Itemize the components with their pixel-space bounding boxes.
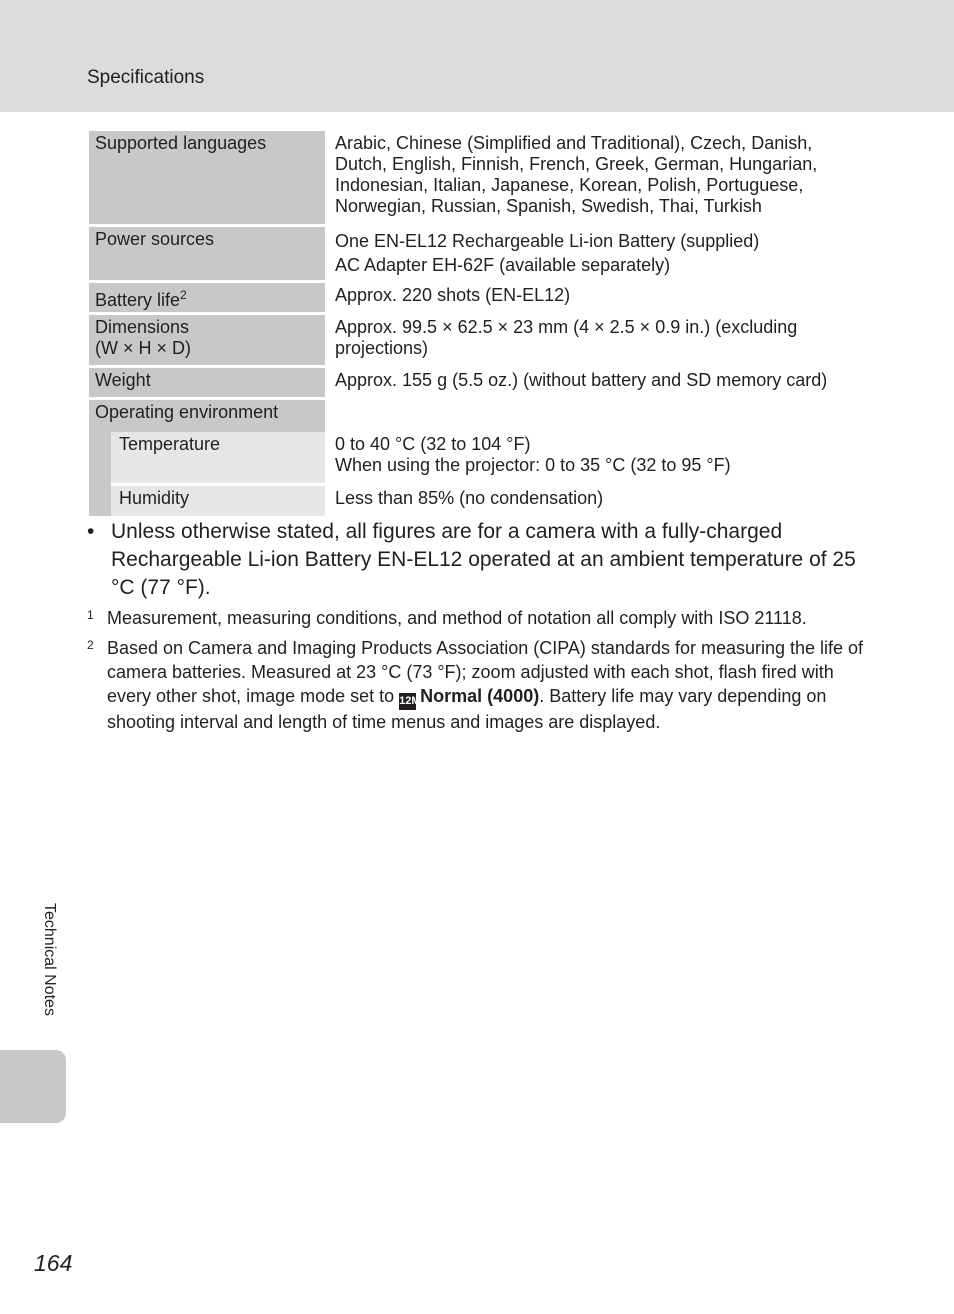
bullet-note: • Unless otherwise stated, all figures are for a camera with a fully-charged Rechargeable Li-ion Battery EN-EL12 operated at an ambient temperature of 25 °C (77 °F). <box>87 518 867 602</box>
section-title: Specifications <box>87 67 205 88</box>
spec-value <box>325 400 869 432</box>
spec-value: Approx. 155 g (5.5 oz.) (without battery and SD memory card) <box>335 370 828 390</box>
spec-row-dimensions <box>89 315 869 365</box>
spec-row-temperature <box>89 432 869 486</box>
side-section-label: Technical Notes <box>41 903 58 1016</box>
page-header <box>0 0 954 112</box>
spec-value: Less than 85% (no condensation) <box>335 488 604 508</box>
spec-row-weight <box>89 368 869 397</box>
specifications-table <box>89 131 869 519</box>
spec-row-power-sources <box>89 227 869 280</box>
footnote-1: 1 Measurement, measuring conditions, and method of notation all comply with ISO 21118. <box>87 608 807 628</box>
spec-value: Approx. 99.5 × 62.5 × 23 mm (4 × 2.5 × 0.9 in.) (excluding projections) <box>335 317 798 358</box>
notes-section <box>87 518 867 740</box>
spec-label: Operating environment <box>89 400 325 432</box>
footnote-ref: 2 <box>180 288 187 302</box>
side-tab <box>0 1050 66 1123</box>
spec-row-operating-environment <box>89 400 869 432</box>
spec-value: 0 to 40 °C (32 to 104 °F) When using the projector: 0 to 35 °C (32 to 95 °F) <box>335 434 731 475</box>
spec-value: Arabic, Chinese (Simplified and Traditional), Czech, Danish, Dutch, English, Finnish, French, Greek, German, Hungarian, Indonesian, Italian, Japanese, Korean, Polish, Portuguese, Norwegian, Russian, Spanish, Swedish, Thai, Turkish <box>335 133 818 216</box>
spec-sublabel: Temperature <box>111 432 325 483</box>
spec-row-humidity <box>89 486 869 516</box>
spec-label: Supported languages <box>89 131 325 224</box>
spec-label: Battery life$^2$ <box>89 283 325 312</box>
spec-label: Power sources <box>89 227 325 280</box>
footnote-number: 2 <box>87 638 94 652</box>
page-number: 164 <box>34 1250 73 1276</box>
bullet-icon: • <box>87 520 95 543</box>
spec-row-supported-languages <box>89 131 869 224</box>
spec-value: One EN-EL12 Rechargeable Li-ion Battery (supplied) AC Adapter EH-62F (available separately) <box>335 231 760 275</box>
spec-row-battery-life <box>89 283 869 312</box>
spec-value: Approx. 220 shots (EN-EL12) <box>335 285 571 305</box>
spec-sublabel: Humidity <box>111 486 325 516</box>
image-mode-icon: 12M <box>399 693 416 710</box>
spec-label: Dimensions (W × H × D) <box>89 315 325 365</box>
footnote-number: 1 <box>87 608 94 622</box>
footnote-2: 2 Based on Camera and Imaging Products Association (CIPA) standards for measuring the life of camera batteries. Measured at 23 °C (73 °F); zoom adjusted with each shot, flash fired with every other shot, image mode set to 12MNormal (4000). Battery life may vary depending on shooting interval and length of time menus and images are displayed. <box>87 638 864 732</box>
spec-label: Weight <box>89 368 325 397</box>
